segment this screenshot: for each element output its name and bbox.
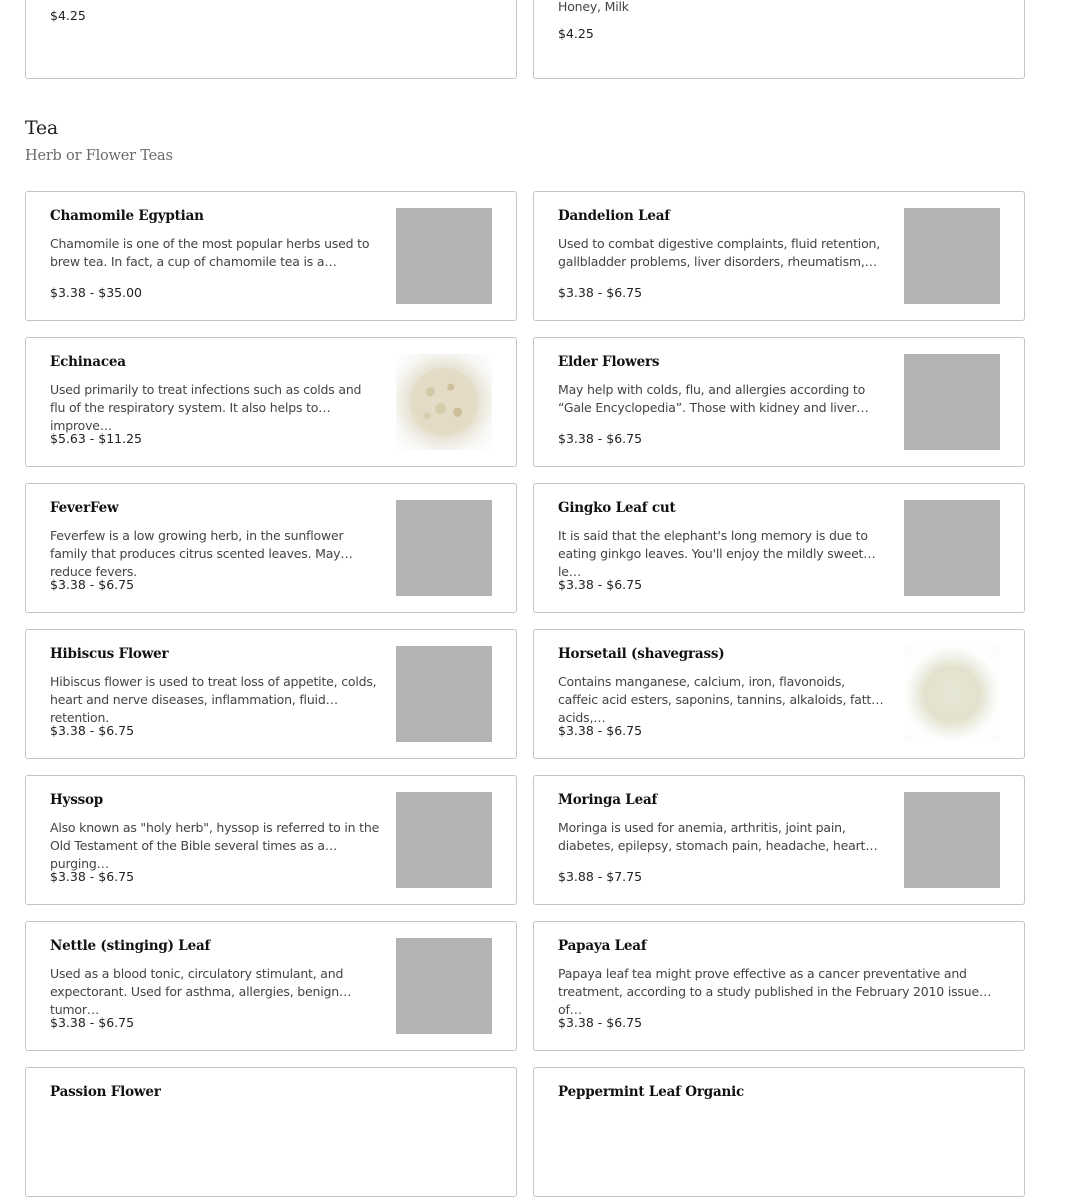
menu-item-image-placeholder [396,792,492,888]
menu-item-description: Hibiscus flower is used to treat loss of appetite, colds, heart and nerve diseases, inflammation, fluid retention. [50,674,377,725]
menu-item-card[interactable] [533,921,1025,1051]
menu-item-text [50,0,492,23]
menu-item-price: $4.25 [558,26,594,41]
menu-item-card[interactable] [533,0,1025,79]
menu-item-image-placeholder [904,500,1000,596]
menu-item-price: $3.38 - $35.00 [50,285,142,300]
menu-item-text [558,500,888,579]
menu-item-text [558,0,1000,41]
previous-section-items [25,0,1025,79]
menu-item-name: FeverFew [50,500,119,516]
menu-item-text [50,646,380,725]
menu-item-card[interactable] [25,775,517,905]
menu-item-price: $3.38 - $6.75 [50,869,135,884]
menu-item-name: Passion Flower [50,1084,161,1100]
menu-item-description: Contains manganese, calcium, iron, flavonoids, caffeic acid esters, saponins, tannins, alkaloids, fatty acids,… [558,674,879,725]
menu-item-name: Chamomile Egyptian [50,208,204,224]
menu-item-name: Hyssop [50,792,104,808]
menu-item-price: $3.38 - $6.75 [50,723,135,738]
menu-item-description: Chamomile is one of the most popular herbs used to brew tea. In fact, a cup of chamomile tea is a… [50,236,370,269]
menu-item-description: Used as a blood tonic, circulatory stimulant, and expectorant. Used for asthma, allergies, benign tumor… [50,966,344,1017]
menu-item-description: Honey, Milk [558,0,629,14]
menu-item-name: Horsetail (shavegrass) [558,646,725,662]
menu-item-card[interactable] [25,629,517,759]
menu-item-description: May help with colds, flu, and allergies according to “Gale Encyclopedia”. Those with kidney and liver… [558,382,869,415]
menu-item-card[interactable] [25,1067,517,1197]
menu-item-description: Feverfew is a low growing herb, in the sunflower family that produces citrus scented leaves. May reduce fevers. [50,528,344,579]
menu-item-name: Dandelion Leaf [558,208,670,224]
menu-item-card[interactable] [533,191,1025,321]
menu-item-name: Nettle (stinging) Leaf [50,938,211,954]
menu-item-image-placeholder [904,792,1000,888]
menu-item-text [558,938,1000,1017]
menu-item-card[interactable] [533,629,1025,759]
echinacea-photo [396,354,492,450]
menu-item-card[interactable] [533,483,1025,613]
menu-item-description: Moringa is used for anemia, arthritis, joint pain, diabetes, epilepsy, stomach pain, headache, heart… [558,820,878,853]
menu-item-name: Gingko Leaf cut [558,500,676,516]
menu-item-image-placeholder [396,208,492,304]
menu-item-text [558,1084,1000,1101]
menu-item-price: $3.38 - $6.75 [50,577,135,592]
tea-items-grid [25,191,1025,1197]
menu-item-name: Moringa Leaf [558,792,658,808]
horsetail-photo [904,646,1000,742]
menu-item-image-placeholder [396,938,492,1034]
menu-item-card[interactable] [533,337,1025,467]
menu-item-price: $3.38 - $6.75 [50,1015,135,1030]
menu-item-description: Also known as "holy herb", hyssop is referred to in the Old Testament of the Bible several times as a purging… [50,820,380,871]
menu-item-price: $3.38 - $6.75 [558,431,643,446]
menu-item-card[interactable] [25,0,517,79]
menu-item-price: $3.38 - $6.75 [558,285,643,300]
menu-item-description: Papaya leaf tea might prove effective as a cancer preventative and treatment, according to a study published in the February 2010 issue of… [558,966,979,1017]
section-title: Tea [25,117,58,139]
menu-item-text [558,792,888,855]
menu-item-description: Used to combat digestive complaints, fluid retention, gallbladder problems, liver disorders, rheumatism,… [558,236,881,269]
menu-item-price: $5.63 - $11.25 [50,431,142,446]
menu-item-price: $3.38 - $6.75 [558,1015,643,1030]
menu-item-name: Papaya Leaf [558,938,647,954]
menu-item-name: Peppermint Leaf Organic [558,1084,745,1100]
menu-item-card[interactable] [25,921,517,1051]
menu-item-image-placeholder [396,646,492,742]
menu-item-name: Elder Flowers [558,354,660,370]
menu-item-description: It is said that the elephant's long memory is due to eating ginkgo leaves. You'll enjoy the mildly sweet le… [558,528,868,579]
menu-item-image-placeholder [904,208,1000,304]
menu-item-image-placeholder [396,500,492,596]
menu-item-card[interactable] [533,775,1025,905]
menu-item-description: Used primarily to treat infections such as colds and flu of the respiratory system. It also helps to improve… [50,382,362,433]
menu-item-price: $3.38 - $6.75 [558,577,643,592]
menu-item-price: $3.38 - $6.75 [558,723,643,738]
menu-item-text [50,938,380,1017]
menu-item-text [558,646,888,725]
menu-item-text [50,792,380,871]
menu-item-text [50,1084,492,1101]
menu-item-card[interactable] [25,191,517,321]
menu-item-text [50,500,380,579]
menu-item-text [50,208,380,271]
menu-item-price: $4.25 [50,8,86,23]
menu-item-image-placeholder [904,354,1000,450]
menu-item-card[interactable] [25,483,517,613]
menu-item-name: Echinacea [50,354,126,370]
menu-item-text [50,354,380,433]
menu-item-text [558,354,888,417]
menu-item-text [558,208,888,271]
menu-item-price: $3.88 - $7.75 [558,869,643,884]
section-subtitle: Herb or Flower Teas [25,148,173,164]
menu-item-card[interactable] [533,1067,1025,1197]
menu-item-card[interactable] [25,337,517,467]
menu-item-name: Hibiscus Flower [50,646,169,662]
